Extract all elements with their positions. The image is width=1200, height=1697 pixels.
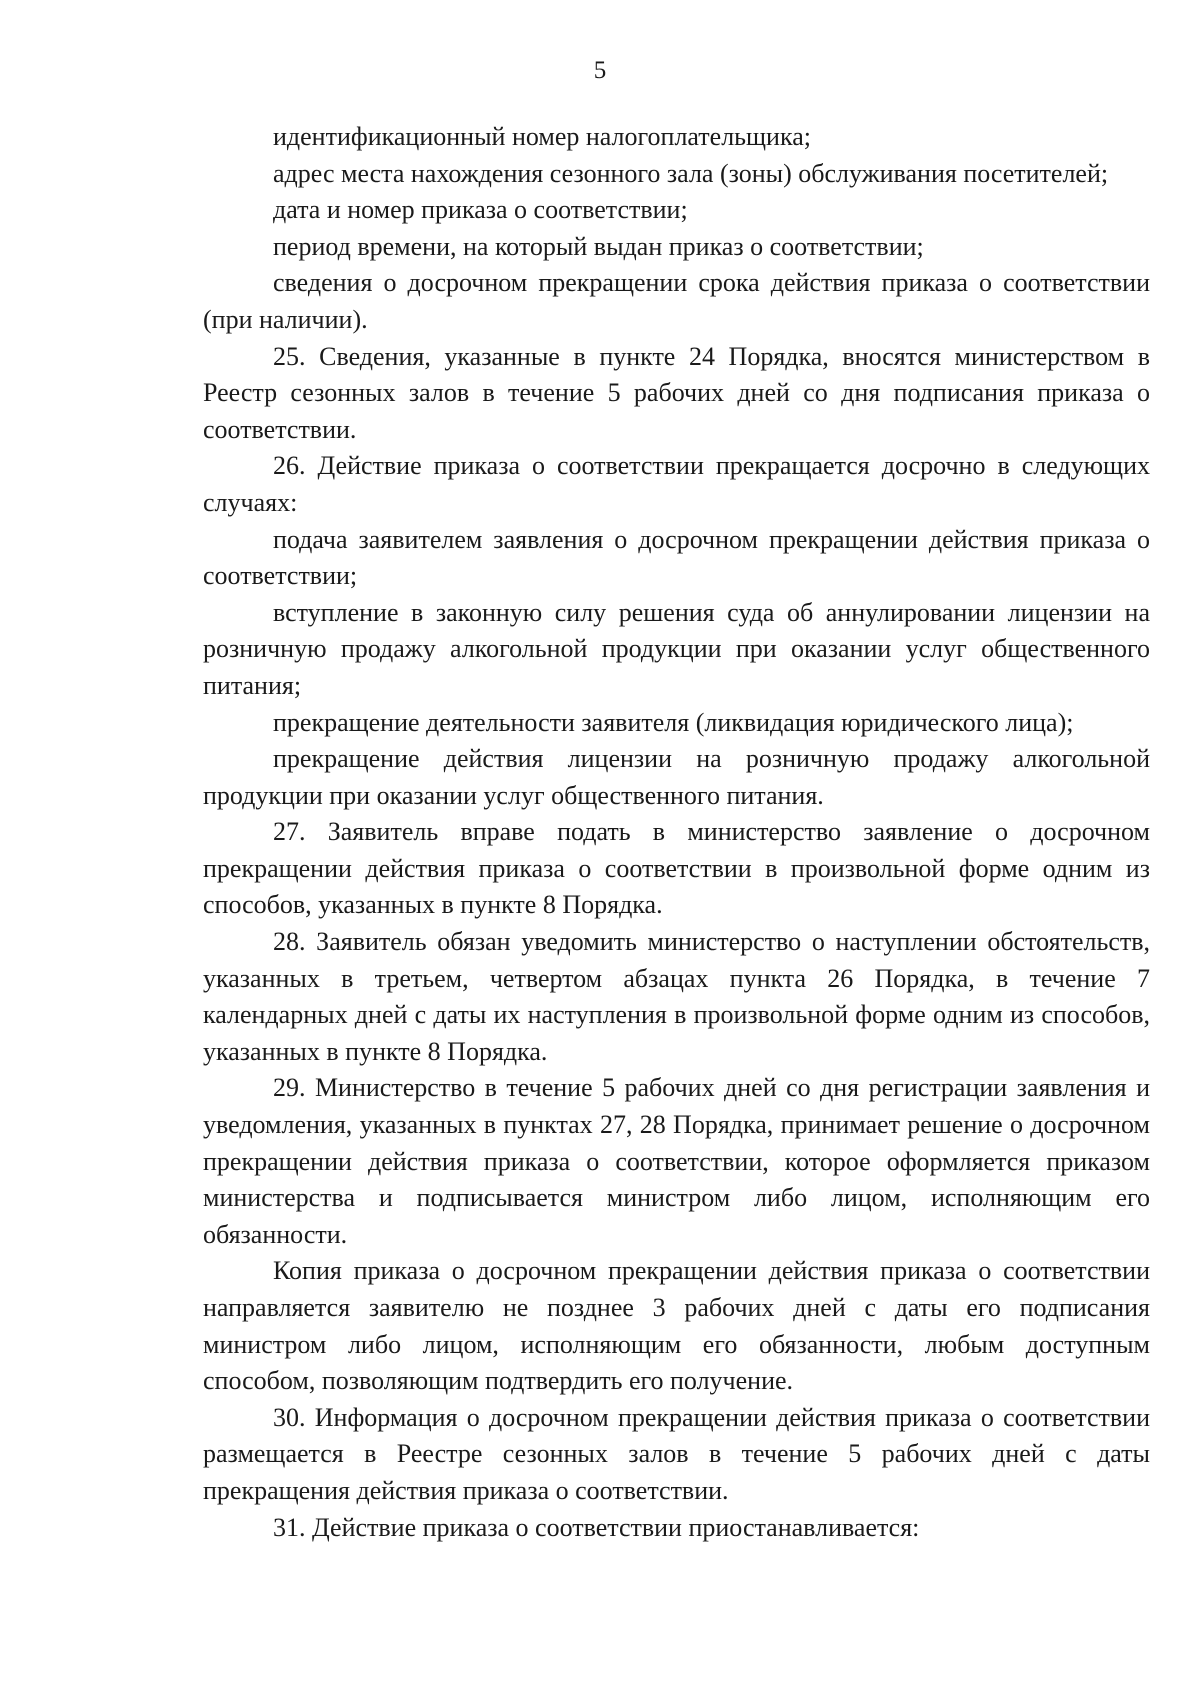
paragraph-item-27: 27. Заявитель вправе подать в министерство заявление о досрочном прекращении действия приказа о соответствии в произвольной форме одним из способов, указанных в пункте 8 Порядка. [203, 817, 1150, 920]
document-body [203, 119, 1150, 1546]
paragraph-early-termination-info: сведения о досрочном прекращении срока действия приказа о соответствии (при наличии). [203, 268, 1150, 334]
paragraph-period: период времени, на который выдан приказ о соответствии; [273, 231, 924, 261]
paragraph-item-25: 25. Сведения, указанные в пункте 24 Порядка, вносятся министерством в Реестр сезонных залов в течение 5 рабочих дней со дня подписания приказа о соответствии. [203, 341, 1150, 444]
paragraph-item-30: 30. Информация о досрочном прекращении действия приказа о соответствии размещается в Реестре сезонных залов в течение 5 рабочих дней с даты прекращения действия приказа о соответствии. [203, 1402, 1150, 1505]
paragraph-address: адрес места нахождения сезонного зала (зоны) обслуживания посетителей; [273, 158, 1109, 188]
paragraph-item-31: 31. Действие приказа о соответствии приостанавливается: [273, 1512, 920, 1542]
paragraph-item-28: 28. Заявитель обязан уведомить министерство о наступлении обстоятельств, указанных в третьем, четвертом абзацах пункта 26 Порядка, в течение 7 календарных дней с даты их наступления в произвольной форме одним из способов, указанных в пункте 8 Порядка. [203, 927, 1150, 1066]
paragraph-case-court-decision: вступление в законную силу решения суда об аннулировании лицензии на розничную продажу алкогольной продукции при оказании услуг общественного питания; [203, 597, 1150, 700]
paragraph-case-liquidation: прекращение деятельности заявителя (ликвидация юридического лица); [273, 707, 1074, 737]
paragraph-inn: идентификационный номер налогоплательщика; [273, 122, 811, 151]
paragraph-order-date: дата и номер приказа о соответствии; [273, 195, 688, 225]
paragraph-case-application: подача заявителем заявления о досрочном прекращении действия приказа о соответствии; [203, 524, 1150, 591]
page-number: 5 [593, 57, 607, 84]
paragraph-order-copy: Копия приказа о досрочном прекращении действия приказа о соответствии направляется заявителю не позднее 3 рабочих дней с даты его подписания министром либо лицом, исполняющим его обязанности, любым доступным способом, позволяющим подтвердить его получение. [203, 1256, 1150, 1396]
paragraph-item-29: 29. Министерство в течение 5 рабочих дней со дня регистрации заявления и уведомления, указанных в пунктах 27, 28 Порядка, принимает решение о досрочном прекращении действия приказа о соответствии, которое оформляется приказом министерства и подписывается министром либо лицом, исполняющим его обязанности. [203, 1073, 1150, 1249]
paragraph-case-license-termination: прекращение действия лицензии на розничную продажу алкогольной продукции при оказании услуг общественного питания. [203, 744, 1150, 810]
paragraph-item-26: 26. Действие приказа о соответствии прекращается досрочно в следующих случаях: [203, 451, 1150, 517]
